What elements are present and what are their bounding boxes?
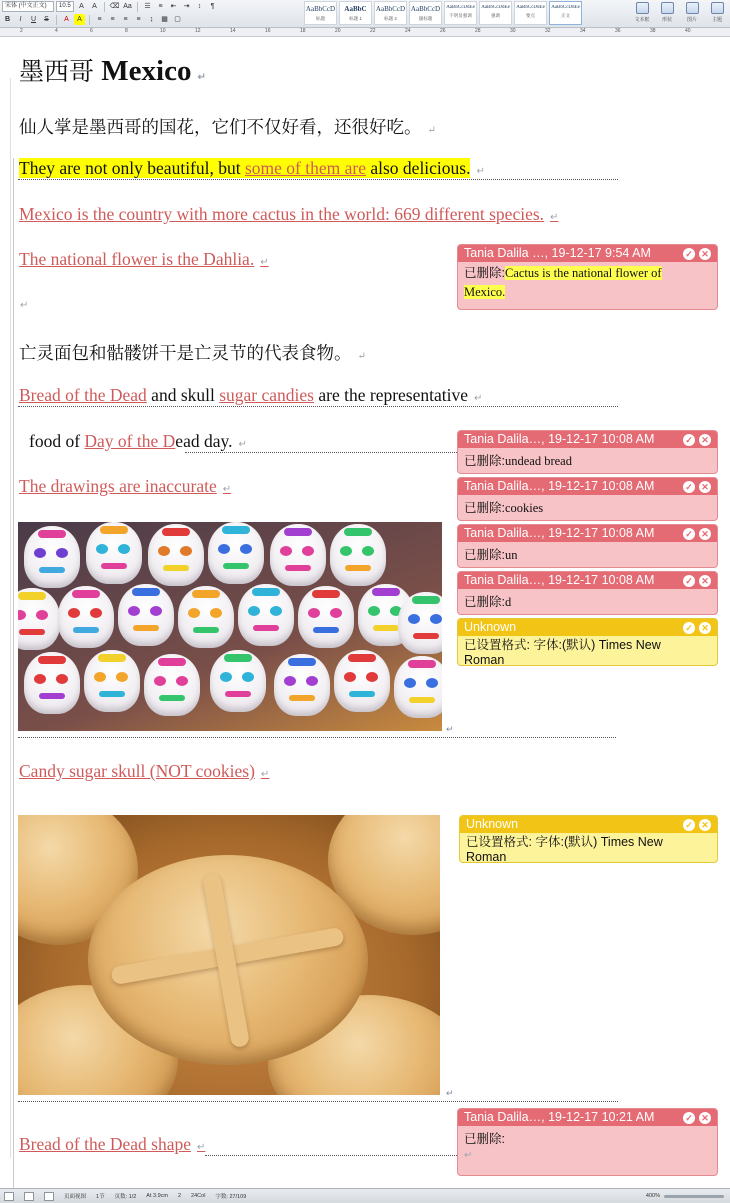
comment-label: 已删除:: [464, 501, 505, 515]
sort-icon[interactable]: ↕: [197, 3, 202, 10]
ruler-number: 28: [475, 28, 481, 34]
skull-shape: [394, 656, 442, 718]
theme-button[interactable]: [706, 1, 728, 25]
style-name: 强调: [491, 13, 500, 18]
comment-text: Cactus is the national flower of: [504, 266, 662, 280]
skull-shape: [178, 586, 234, 648]
style-tile[interactable]: [409, 1, 442, 25]
word-count[interactable]: 字数: 27/109: [215, 1194, 247, 1200]
comment-label: 已删除:: [464, 266, 505, 280]
paragraph-mark-icon: ↵: [474, 393, 483, 404]
comment-controls: [683, 819, 711, 831]
align-right-icon[interactable]: ≡: [123, 16, 128, 23]
bullets-icon[interactable]: ☰: [144, 3, 151, 10]
comment-author: Tania Dalila…: [464, 573, 542, 587]
comment-author: Tania Dalila …: [464, 246, 545, 260]
change-bar: [13, 158, 14, 1203]
comment-body: [460, 833, 717, 863]
align-left-icon[interactable]: ≡: [97, 16, 102, 23]
comment-connector: [18, 179, 618, 180]
ruler-number: 2: [20, 28, 23, 34]
comment-body: [458, 542, 717, 566]
ruler-number: 26: [440, 28, 446, 34]
font-color-button[interactable]: A: [64, 16, 69, 23]
ruler-number: 8: [125, 28, 128, 34]
highlighted-text: [19, 158, 470, 178]
comment-balloon[interactable]: [457, 571, 718, 615]
style-sample: AaBbCcDdEe: [516, 5, 545, 10]
column-indicator: 24Col: [191, 1193, 206, 1199]
skull-shape: [148, 524, 204, 586]
comment-label: 已删除:: [464, 548, 505, 562]
ruler-number: 14: [230, 28, 236, 34]
paragraph-mark-icon: ↵: [427, 125, 436, 136]
margin-guide: [10, 78, 11, 1158]
align-center-icon[interactable]: ≡: [110, 16, 115, 23]
style-tile[interactable]: [479, 1, 512, 25]
skull-shape: [58, 586, 114, 648]
comment-balloon[interactable]: [457, 244, 718, 310]
button-label: 主题: [711, 17, 722, 23]
skull-shape: [84, 650, 140, 712]
reject-icon[interactable]: ✕: [699, 434, 711, 446]
comment-controls: [683, 528, 711, 540]
paragraph-mark-icon: ↵: [260, 769, 270, 780]
shape-icon: [661, 2, 674, 14]
comment-body: [458, 448, 717, 472]
title-chinese: 墨西哥: [19, 57, 95, 86]
comment-controls: [683, 1112, 711, 1124]
skull-shape: [210, 650, 266, 712]
zoom-level: 400%: [645, 1193, 660, 1199]
style-name: 不明显强调: [449, 13, 472, 18]
comment-text: cookies: [504, 501, 544, 515]
comment-balloon[interactable]: [457, 430, 718, 474]
textbox-icon: [636, 2, 649, 14]
reject-icon[interactable]: ✕: [699, 248, 711, 260]
deleted-text: Bread of the Dead: [19, 385, 147, 405]
style-sample: AaBbCcDdEe: [446, 5, 475, 10]
comment-body: [458, 636, 717, 666]
deleted-text: The drawings are inaccurate: [19, 476, 217, 496]
skull-shape: [298, 586, 354, 648]
ruler-number: 32: [545, 28, 551, 34]
skull-shape: [238, 584, 294, 646]
reject-icon[interactable]: ✕: [699, 575, 711, 587]
document-page[interactable]: [0, 38, 730, 1188]
toolbar-separator: [56, 15, 57, 25]
shape-button[interactable]: [656, 1, 678, 25]
paragraph-dahlia[interactable]: [19, 249, 269, 270]
paragraph-mark-icon: ↵: [197, 72, 206, 83]
style-name: 正文: [561, 13, 570, 18]
style-sample: AaBbCcD: [410, 5, 441, 13]
accept-icon[interactable]: ✓: [683, 434, 695, 446]
deleted-text: some of them are: [244, 158, 366, 178]
style-sample: AaBbC: [344, 5, 367, 13]
comment-text: Roman: [464, 653, 505, 666]
sugar-skulls-image[interactable]: [18, 522, 442, 731]
paragraph-mark-icon: ↵: [464, 1150, 473, 1161]
comment-author: Tania Dalila…: [464, 1110, 542, 1124]
comment-connector: [205, 1155, 457, 1156]
skull-shape: [330, 524, 386, 586]
paragraph-drawings[interactable]: [19, 476, 231, 497]
indent-icon[interactable]: ⇥: [183, 3, 190, 10]
text-run: They are not only beautiful, but: [19, 158, 245, 178]
zoom-control: [646, 1193, 724, 1199]
justify-icon[interactable]: ≡: [136, 16, 141, 23]
comment-author: Tania Dalila…: [464, 526, 542, 540]
comment-controls: [683, 575, 711, 587]
style-gallery: [304, 1, 582, 25]
paragraph-mark-icon: ↵: [550, 212, 559, 223]
reject-icon[interactable]: ✕: [699, 1112, 711, 1124]
cursor-position: At 3.9cm: [146, 1193, 168, 1199]
button-label: 形状: [661, 17, 672, 23]
paragraph-text: 仙人掌是墨西哥的国花，它们不仅好看，还很好吃。: [19, 118, 422, 138]
underline-button[interactable]: U: [30, 16, 37, 23]
insert-group: [631, 1, 728, 25]
ruler-number: 24: [405, 28, 411, 34]
toolbar-separator: [137, 2, 138, 12]
comment-header: Tania Dalila…, 19-12-17 10:08 AM ✓ ✕: [458, 478, 717, 495]
status-bar: [0, 1188, 730, 1203]
ruler-number: 10: [160, 28, 166, 34]
accept-icon[interactable]: ✓: [683, 528, 695, 540]
deleted-text: The national flower is the Dahlia.: [19, 249, 255, 269]
font-name-select[interactable]: 宋体 (中文正文): [2, 1, 54, 12]
shading-icon[interactable]: ▦: [161, 16, 168, 23]
comment-author: Tania Dalila…: [464, 432, 542, 446]
deleted-text: sugar candies: [219, 385, 314, 405]
toolbar-separator: [104, 2, 105, 12]
comment-header: Tania Dalila…, 19-12-17 10:21 AM ✓ ✕: [458, 1109, 717, 1126]
horizontal-ruler[interactable]: [0, 28, 730, 37]
theme-icon: [711, 2, 724, 14]
text-run: food of: [29, 431, 85, 451]
text-run: ead day.: [175, 431, 233, 451]
comment-balloon[interactable]: [457, 618, 718, 666]
italic-button[interactable]: I: [19, 16, 22, 23]
deleted-text: Candy sugar skull (NOT cookies): [19, 761, 255, 781]
ruler-number: 36: [615, 28, 621, 34]
comment-controls: [683, 248, 711, 260]
font-size-select[interactable]: 10.5: [56, 1, 74, 12]
comment-author: Unknown: [466, 817, 519, 831]
skull-shape: [18, 588, 60, 650]
comment-label: 已设置格式:: [464, 638, 530, 652]
line-indicator: 2: [177, 1193, 182, 1199]
comment-controls: [683, 622, 711, 634]
skull-shape: [270, 524, 326, 586]
paragraph-bread-shape[interactable]: [19, 1134, 205, 1155]
comment-author: Unknown: [464, 620, 517, 634]
skull-shape: [208, 522, 264, 584]
comment-label: 已删除:: [464, 1132, 505, 1146]
style-tile[interactable]: [374, 1, 407, 25]
accept-icon[interactable]: ✓: [683, 248, 695, 260]
comment-header: Tania Dalila…, 19-12-17 10:08 AM ✓ ✕: [458, 572, 717, 589]
style-sample: AaBbCcD: [375, 5, 406, 13]
comment-time: 19-12-17 10:08 AM: [548, 526, 655, 540]
anchor-icon: ↵: [446, 724, 454, 734]
comment-time: 19-12-17 9:54 AM: [551, 246, 651, 260]
comment-balloon[interactable]: [459, 815, 718, 863]
comment-balloon[interactable]: [457, 1108, 718, 1176]
bread-of-the-dead-image[interactable]: [18, 815, 440, 1095]
style-name: 标题 2: [384, 16, 397, 21]
bold-button[interactable]: B: [4, 16, 11, 23]
style-tile[interactable]: [304, 1, 337, 25]
comment-body: [458, 1126, 717, 1166]
paragraph-chinese-cactus[interactable]: [19, 114, 436, 139]
reject-icon[interactable]: ✕: [699, 819, 711, 831]
numbering-icon[interactable]: ≡: [158, 3, 163, 10]
ruler-number: 12: [195, 28, 201, 34]
ruler-number: 6: [90, 28, 93, 34]
deleted-text: Bread of the Dead shape: [19, 1134, 192, 1154]
paragraph-mark-icon: ↵: [476, 166, 485, 177]
paragraph-mark-icon: ↵: [238, 439, 247, 450]
comment-text: undead bread: [504, 454, 572, 468]
comment-label: 已删除:: [464, 454, 505, 468]
comment-text: un: [504, 548, 518, 562]
style-tile[interactable]: [514, 1, 547, 25]
comment-header: Tania Dalila …, 19-12-17 9:54 AM ✓ ✕: [458, 245, 717, 262]
accept-icon[interactable]: ✓: [683, 575, 695, 587]
paragraph-mark-icon: ↵: [20, 300, 29, 311]
comment-time: 19-12-17 10:08 AM: [548, 479, 655, 493]
grow-font-button[interactable]: A: [79, 3, 84, 10]
comment-body: [458, 262, 717, 306]
doc-title[interactable]: [19, 52, 206, 88]
comment-text: Mexico.: [464, 285, 506, 299]
paragraph-mexico-cactus[interactable]: [19, 204, 558, 225]
style-sample: AaBbCcD: [305, 5, 336, 13]
skull-shape: [144, 654, 200, 716]
paragraph-beautiful[interactable]: [19, 158, 485, 179]
comment-controls: [683, 481, 711, 493]
comment-connector: [18, 737, 616, 738]
paragraph-chinese-bread[interactable]: [19, 340, 366, 365]
comment-header: [458, 619, 717, 636]
paragraph-mark-icon: ↵: [222, 484, 232, 495]
comment-time: 19-12-17 10:08 AM: [548, 573, 655, 587]
comment-text: d: [504, 595, 512, 609]
clear-format-icon[interactable]: ⌫: [109, 3, 120, 10]
skull-shape: [334, 650, 390, 712]
ruler-number: 38: [650, 28, 656, 34]
comment-author: Tania Dalila…: [464, 479, 542, 493]
view-name: 页面视图: [64, 1194, 87, 1200]
button-label: 图片: [686, 17, 697, 23]
accept-icon[interactable]: ✓: [683, 481, 695, 493]
picture-button[interactable]: [681, 1, 703, 25]
style-sample: AaBbCcDdEe: [551, 5, 580, 10]
deleted-text: Mexico is the country with more cactus in the world: 669 different species.: [19, 204, 545, 224]
ruler-number: 16: [265, 28, 271, 34]
accept-icon[interactable]: ✓: [683, 819, 695, 831]
comment-body: [458, 495, 717, 519]
style-name: 要点: [526, 13, 535, 18]
comment-text: 字体:(默认) Times New: [535, 835, 663, 849]
comment-text: 字体:(默认) Times New: [533, 638, 661, 652]
comment-balloon[interactable]: [457, 477, 718, 521]
deleted-text: Day of the D: [84, 431, 176, 451]
print-layout-view-button[interactable]: [44, 1192, 54, 1201]
skull-shape: [398, 592, 442, 654]
anchor-icon: ↵: [446, 1088, 454, 1098]
picture-icon: [686, 2, 699, 14]
toolbar-separator: [89, 15, 90, 25]
ruler-number: 20: [335, 28, 341, 34]
draft-view-button[interactable]: [4, 1192, 14, 1201]
highlight-color-button[interactable]: A: [74, 14, 85, 25]
style-name: 标题: [316, 16, 325, 21]
ruler-number: 22: [370, 28, 376, 34]
comment-time: 19-12-17 10:08 AM: [548, 432, 655, 446]
comment-label: 已删除:: [464, 595, 505, 609]
ribbon-toolbar: [0, 0, 730, 28]
style-name: 副标题: [418, 16, 433, 21]
comment-connector: [18, 406, 618, 407]
textbox-button[interactable]: [631, 1, 653, 25]
text-run: and skull: [146, 385, 220, 405]
paragraph-mark-icon: ↵: [357, 351, 366, 362]
comment-label: 已设置格式:: [466, 835, 532, 849]
style-tile[interactable]: [549, 1, 582, 25]
paragraph-bread-of-dead[interactable]: [19, 385, 482, 406]
style-tile[interactable]: [444, 1, 477, 25]
ruler-number: 18: [300, 28, 306, 34]
change-case-icon[interactable]: Aa: [123, 3, 132, 10]
paragraph-candy-skull[interactable]: [19, 761, 269, 782]
style-sample: AaBbCcDdEe: [481, 5, 510, 10]
shrink-font-button[interactable]: A: [92, 3, 97, 10]
comment-connector: [185, 452, 457, 453]
ruler-number: 30: [510, 28, 516, 34]
strikethrough-button[interactable]: S: [44, 16, 49, 23]
ruler-number: 34: [580, 28, 586, 34]
line-spacing-icon[interactable]: ↨: [149, 16, 154, 23]
reject-icon[interactable]: ✕: [699, 622, 711, 634]
skull-shape: [118, 584, 174, 646]
comment-header: [460, 816, 717, 833]
skull-shape: [86, 522, 142, 584]
paragraph-text: 亡灵面包和骷髅饼干是亡灵节的代表食物。: [19, 344, 352, 364]
paragraph-mark-icon: ↵: [260, 257, 269, 268]
title-english: Mexico: [101, 55, 192, 87]
paragraph-food-of[interactable]: [29, 431, 247, 452]
paragraph-mark-icon: ↵: [197, 1142, 206, 1153]
accept-icon[interactable]: ✓: [683, 1112, 695, 1124]
page-indicator: 页数: 1/2: [114, 1194, 137, 1200]
show-marks-icon[interactable]: ¶: [210, 3, 215, 10]
bread-shape: [88, 855, 368, 1065]
comment-controls: [683, 434, 711, 446]
button-label: 文本框: [634, 17, 650, 23]
comment-balloon[interactable]: [457, 524, 718, 568]
accept-icon[interactable]: ✓: [683, 622, 695, 634]
comment-connector: [18, 1101, 618, 1102]
zoom-slider[interactable]: [664, 1195, 724, 1198]
comment-text: Roman: [466, 850, 507, 863]
text-run: are the representative: [314, 385, 469, 405]
borders-icon[interactable]: ▢: [174, 16, 181, 23]
skull-shape: [24, 526, 80, 588]
comment-body: [458, 589, 717, 613]
ruler-number: 40: [685, 28, 691, 34]
outdent-icon[interactable]: ⇤: [170, 3, 177, 10]
skull-shape: [274, 654, 330, 716]
text-run: also delicious.: [365, 158, 471, 178]
reject-icon[interactable]: ✕: [699, 528, 711, 540]
comment-time: 19-12-17 10:21 AM: [548, 1110, 655, 1124]
reject-icon[interactable]: ✕: [699, 481, 711, 493]
style-tile[interactable]: [339, 1, 372, 25]
style-name: 标题 1: [349, 16, 362, 21]
comment-header: Tania Dalila…, 19-12-17 10:08 AM ✓ ✕: [458, 431, 717, 448]
ruler-number: 4: [55, 28, 58, 34]
section-indicator: 1节: [96, 1194, 105, 1200]
skull-shape: [24, 652, 80, 714]
outline-view-button[interactable]: [24, 1192, 34, 1201]
comment-header: Tania Dalila…, 19-12-17 10:08 AM ✓ ✕: [458, 525, 717, 542]
